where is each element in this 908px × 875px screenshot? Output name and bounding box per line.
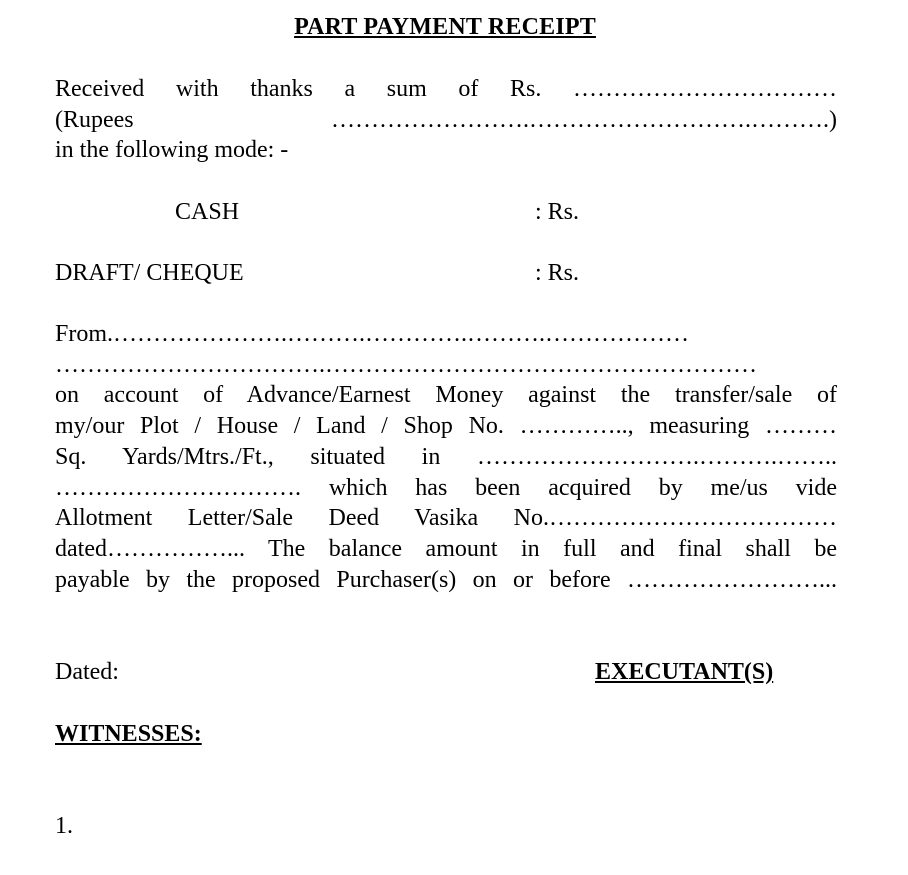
from-continuation-line: …………………………….………………………………………………: [55, 351, 757, 378]
witnesses-heading: WITNESSES:: [55, 721, 202, 747]
property-line: my/our Plot / House / Land / Shop No. ………….., measuring ………: [55, 413, 837, 440]
dated-label: Dated:: [55, 659, 119, 685]
amount-line: Received with thanks a sum of Rs. ……………………………: [55, 76, 837, 102]
account-line: on account of Advance/Earnest Money against the transfer/sale of: [55, 382, 837, 409]
allotment-line: Allotment Letter/Sale Deed Vasika No.………………………………: [55, 505, 837, 532]
executants-heading: EXECUTANT(S): [595, 659, 774, 685]
draft-amount-label: : Rs.: [535, 260, 580, 286]
acquired-line: …………………………. which has been acquired by me/us vide: [55, 474, 837, 501]
balance-line: dated……………... The balance amount in full and final shall be: [55, 535, 837, 562]
cash-amount-label: : Rs.: [535, 199, 580, 225]
receipt-title: PART PAYMENT RECEIPT: [294, 14, 596, 40]
rupees-line: (Rupees …………………….……………………….……….): [55, 106, 837, 133]
from-line: From.………………….……….………….……….………………: [55, 321, 690, 347]
payable-line: payable by the proposed Purchaser(s) on or before ……………………...: [55, 566, 837, 593]
mode-intro-line: in the following mode: -: [55, 137, 289, 164]
cash-label: CASH: [175, 199, 240, 225]
draft-cheque-label: DRAFT/ CHEQUE: [55, 260, 244, 286]
details-paragraph: [55, 319, 837, 595]
situated-line: Sq. Yards/Mtrs./Ft., situated in ……………………….……….……..: [55, 443, 837, 470]
amount-paragraph: [55, 74, 837, 166]
witness-item-1: 1.: [55, 813, 73, 839]
